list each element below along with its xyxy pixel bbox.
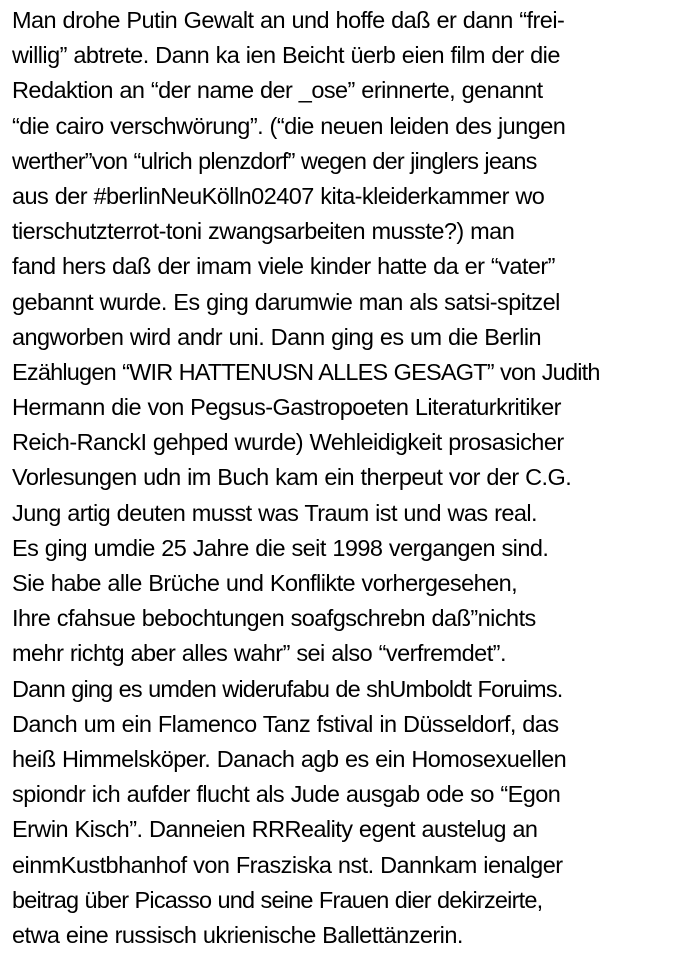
text-line-11: Ezählugen “WIR HATTENUSN ALLES GESAGT” von Judith bbox=[12, 358, 600, 385]
text-line-6: aus der #berlinNeuKölln02407 kita-kleiderkammer wo bbox=[12, 182, 545, 209]
text-line-7: tierschutzterrot-toni zwangsarbeiten musste?) man bbox=[12, 218, 515, 245]
text-line-4: “die cairo verschwörung”. (“die neuen leiden des jungen bbox=[12, 112, 566, 139]
text-line-25: einmKustbhanhof von Frasziska nst. Dannkam ienalger bbox=[12, 851, 563, 878]
text-line-5: werther”von “ulrich plenzdorf” wegen der jinglers jeans bbox=[12, 147, 537, 174]
text-line-15: Jung artig deuten musst was Traum ist und was real. bbox=[12, 499, 538, 526]
text-line-17: Sie habe alle Brüche und Konflikte vorhergesehen, bbox=[12, 570, 518, 596]
text-line-10: angworben wird andr uni. Dann ging es um die Berlin bbox=[12, 323, 542, 350]
text-line-1: Man drohe Putin Gewalt an und hoffe daß er dann “frei- bbox=[12, 7, 565, 33]
text-line-26: beitrag über Picasso und seine Frauen dier dekirzeirte, bbox=[12, 886, 543, 913]
text-line-18: Ihre cfahsue bebochtungen soafgschrebn daß”nichts bbox=[12, 605, 536, 632]
text-line-24: Erwin Kisch”. Danneien RRReality egent austelug an bbox=[12, 816, 538, 843]
text-line-19: mehr richtg aber alles wahr” sei also “verfremdet”. bbox=[12, 640, 506, 667]
text-line-9: gebannt wurde. Es ging darumwie man als satsi-spitzel bbox=[12, 288, 560, 315]
text-line-12: Hermann die von Pegsus-Gastropoeten Literaturkritiker bbox=[12, 394, 561, 421]
text-line-14: Vorlesungen udn im Buch kam ein therpeut vor der C.G. bbox=[12, 464, 572, 491]
text-line-2: willig” abtrete. Dann ka ien Beicht üerb eien film der die bbox=[12, 42, 560, 69]
text-line-22: heiß Himmelsköper. Danach agb es ein Homosexuellen bbox=[12, 745, 567, 772]
text-line-23: spiondr ich aufder flucht als Jude ausgab ode so “Egon bbox=[12, 781, 561, 808]
text-line-20: Dann ging es umden widerufabu de shUmboldt Foruims. bbox=[12, 675, 563, 702]
body-text bbox=[12, 3, 680, 953]
text-line-8: fand hers daß der imam viele kinder hatte da er “vater” bbox=[12, 253, 555, 280]
text-line-16: Es ging umdie 25 Jahre die seit 1998 vergangen sind. bbox=[12, 534, 549, 561]
text-line-21: Danch um ein Flamenco Tanz fstival in Düsseldorf, das bbox=[12, 710, 559, 737]
text-line-3: Redaktion an “der name der _ose” erinnerte, genannt bbox=[12, 77, 543, 104]
text-line-27: etwa eine russisch ukrienische Ballettänzerin. bbox=[12, 921, 463, 948]
text-line-13: Reich-RanckI gehped wurde) Wehleidigkeit prosasicher bbox=[12, 429, 564, 456]
